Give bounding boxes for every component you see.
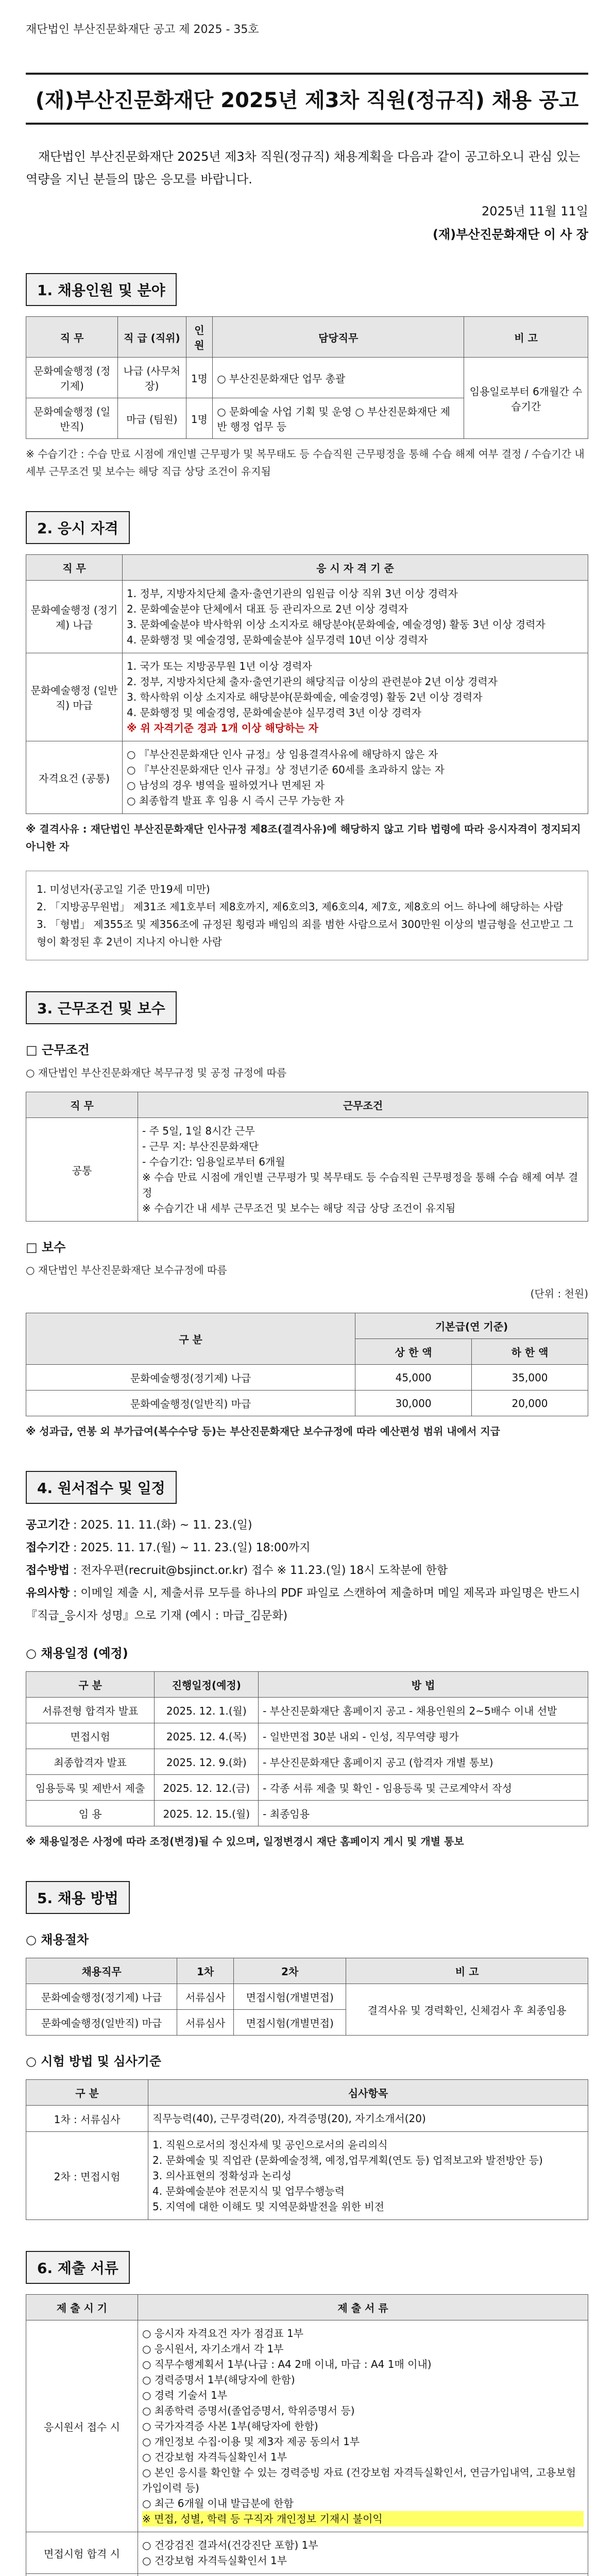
document-line: ○ 개인정보 수집·이용 및 제3자 제공 동의서 1부 bbox=[142, 2435, 360, 2448]
timing-cell bbox=[26, 2574, 138, 2576]
info-row: 접수기간 : 2025. 11. 17.(월) ~ 11. 23.(일) 18:00까지 bbox=[26, 1541, 311, 1554]
job-cell: 공통 bbox=[26, 1118, 138, 1222]
document-line: ○ 국가자격증 사본 1부(해당자에 한함) bbox=[142, 2420, 318, 2432]
document-line: ○ 건강검진 결과서(건강진단 포함) 1부 bbox=[142, 2539, 318, 2551]
criteria-line: 4. 문화행정 및 예술경영, 문화예술분야 실무경력 10년 이상 경력자 bbox=[127, 634, 428, 646]
info-value: 전자우편(recruit@bsjinct.or.kr) 접수 ※ 11.23.(일) 18시 도착분에 한함 bbox=[80, 1564, 448, 1577]
table-row bbox=[26, 741, 588, 814]
criteria-line: ○ 최종합격 발표 후 임용 시 즉시 근무 가능한 자 bbox=[127, 794, 345, 807]
criteria-cell bbox=[123, 741, 588, 814]
table-row bbox=[26, 653, 588, 741]
positions-table bbox=[26, 316, 588, 439]
info-label: 공고기간 bbox=[26, 1519, 70, 1532]
table-row bbox=[26, 2320, 588, 2532]
pay-table bbox=[26, 1313, 588, 1416]
count-cell: 1명 bbox=[186, 398, 213, 439]
column-header: 직 급 (직위) bbox=[118, 317, 186, 358]
section-heading: 4. 원서접수 및 일정 bbox=[26, 1471, 177, 1504]
document-line: ○ 응시원서, 자기소개서 각 1부 bbox=[142, 2343, 284, 2355]
column-header: 1차 bbox=[177, 1958, 234, 1984]
criteria-line: 3. 문화예술분야 박사학위 이상 소지자로 해당분야(문화예술, 예술경영) 활동 3년 이상 경력자 bbox=[127, 618, 545, 631]
section-heading: 5. 채용 방법 bbox=[26, 1881, 130, 1914]
column-header: 담당직무 bbox=[213, 317, 464, 358]
criteria-line: 1. 직원으로서의 정신자세 및 공인으로서의 윤리의식 bbox=[152, 2139, 388, 2151]
box-line: 2. 「지방공무원법」 제31조 제1호부터 제8호까지, 제6호의3, 제6호의4, 제7호, 제8호의 어느 하나에 해당하는 사람 bbox=[37, 901, 564, 913]
info-value: 2025. 11. 11.(화) ~ 11. 23.(일) bbox=[80, 1519, 252, 1532]
criteria-line: 1. 국가 또는 지방공무원 1년 이상 경력자 bbox=[127, 660, 312, 672]
criteria-line: ○ 『부산진문화재단 인사 규정』상 임용결격사유에 해당하지 않은 자 bbox=[127, 748, 438, 760]
note-cell: 임용일로부터 6개월간 수습기간 bbox=[464, 358, 588, 439]
documents-table bbox=[26, 2294, 588, 2576]
proc-note-cell: 결격사유 및 경력확인, 신체검사 후 최종임용 bbox=[346, 1984, 588, 2036]
column-header: 구 분 bbox=[26, 1313, 355, 1365]
column-header: 상 한 액 bbox=[355, 1339, 472, 1365]
table-header-row bbox=[26, 317, 588, 358]
table-header-row bbox=[26, 1092, 588, 1118]
info-row: 공고기간 : 2025. 11. 11.(화) ~ 11. 23.(일) bbox=[26, 1519, 252, 1532]
column-header: 근무조건 bbox=[138, 1092, 588, 1118]
intro-paragraph: 재단법인 부산진문화재단 2025년 제3차 직원(정규직) 채용계획을 다음과 같이 공고하오니 관심 있는 역량을 지닌 분들의 많은 응모를 바랍니다. bbox=[26, 149, 581, 187]
count-cell: 1명 bbox=[186, 358, 213, 398]
documents-cell bbox=[138, 2320, 588, 2532]
column-header: 채용직무 bbox=[26, 1958, 177, 1984]
job-cell: 자격요건 (공통) bbox=[26, 741, 123, 814]
criteria-line: ○ 『부산진문화재단 인사 규정』상 정년기준 60세를 초과하지 않는 자 bbox=[127, 764, 445, 776]
document-line: ○ 본인 응시를 확인할 수 있는 경력증빙 자료 (건강보험 자격득실확인서, 연금가입내역, 고용보험 가입이력 등) bbox=[142, 2466, 576, 2494]
criteria-line: 3. 의사표현의 정확성과 논리성 bbox=[152, 2170, 292, 2182]
criteria-line: 2. 정부, 지방자치단체 출자·출연기관의 해당직급 이상의 관련분야 2년 이상 경력자 bbox=[127, 675, 498, 688]
table-row bbox=[26, 1775, 588, 1801]
notice-number: 재단법인 부산진문화재단 공고 제 2025 - 35호 bbox=[26, 23, 259, 36]
job-cell: 문화예술행정 (정기제) 나급 bbox=[26, 581, 123, 653]
column-header: 구 분 bbox=[26, 2080, 148, 2106]
document-line: ○ 최종학력 증명서(졸업증명서, 학위증명서 등) bbox=[142, 2404, 355, 2417]
pay-name-cell: 문화예술행정(일반직) 마급 bbox=[26, 1391, 355, 1416]
column-header: 하 한 액 bbox=[472, 1339, 588, 1365]
stage-cell: 면접시험 bbox=[26, 1723, 155, 1749]
column-header: 비 고 bbox=[346, 1958, 588, 1984]
box-line: 1. 미성년자(공고일 기준 만19세 미만) bbox=[37, 883, 210, 895]
pay-min-cell: 20,000 bbox=[472, 1391, 588, 1416]
column-header: 비 고 bbox=[464, 317, 588, 358]
qualification-table bbox=[26, 554, 588, 814]
table-row bbox=[26, 1365, 588, 1391]
method-cell: - 각종 서류 제출 및 확인 - 임용등록 및 근로계약서 작성 bbox=[259, 1775, 588, 1801]
criteria-line: 4. 문화예술분야 전문지식 및 업무수행능력 bbox=[152, 2185, 345, 2197]
criteria-line: 3. 학사학위 이상 소지자로 해당분야(문화예술, 예술경영) 활동 2년 이상 경력자 bbox=[127, 691, 483, 703]
work-conditions-sub: ○ 재단법인 부산진문화재단 복무규정 및 공정 규정에 따름 bbox=[26, 1066, 287, 1079]
info-label: 접수기간 bbox=[26, 1541, 70, 1554]
grade-cell: 마급 (팀원) bbox=[118, 398, 186, 439]
column-header: 응 시 자 격 기 준 bbox=[123, 555, 588, 581]
column-header: 직 무 bbox=[26, 317, 118, 358]
box-line: 3. 「형법」 제355조 및 제356조에 규정된 횡령과 배임의 죄를 범한 사람으로서 300만원 이상의 벌금형을 선고받고 그 형이 확정된 후 2년이 지나지 아니한 사람 bbox=[37, 918, 573, 948]
schedule-heading: ○ 채용일정 (예정) bbox=[26, 1646, 128, 1660]
method-cell: - 부산진문화재단 홈페이지 공고 - 채용인원의 2~5배수 이내 선발 bbox=[259, 1698, 588, 1723]
pay-max-cell: 45,000 bbox=[355, 1365, 472, 1391]
info-label: 유의사항 bbox=[26, 1587, 70, 1600]
info-value: 2025. 11. 17.(월) ~ 11. 23.(일) 18:00까지 bbox=[80, 1541, 311, 1554]
document-line: ○ 응시자 자격요건 자가 점검표 1부 bbox=[142, 2327, 304, 2340]
stage-cell: 2차 : 면접시험 bbox=[26, 2132, 148, 2220]
job-cell: 문화예술행정(정기제) 나급 bbox=[26, 1984, 177, 2010]
document-line: ○ 최근 6개월 이내 발급분에 한함 bbox=[142, 2497, 294, 2510]
stage-cell: 서류전형 합격자 발표 bbox=[26, 1698, 155, 1723]
pay-unit: (단위 : 천원) bbox=[530, 1287, 588, 1300]
criteria-line: 5. 지역에 대한 이해도 및 지역문화발전을 위한 비전 bbox=[152, 2200, 384, 2213]
work-conditions-table bbox=[26, 1092, 588, 1222]
second-stage-cell: 면접시험(개별면접) bbox=[234, 2010, 346, 2036]
disqualification-note: ※ 결격사유 : 재단법인 부산진문화재단 인사규정 제8조(결격사유)에 해당하지 않고 기타 법령에 따라 응시자격이 정지되지 아니한 자 bbox=[26, 823, 581, 853]
procedure-heading: ○ 채용절차 bbox=[26, 1933, 89, 1947]
pay-min-cell: 35,000 bbox=[472, 1365, 588, 1391]
info-row: 접수방법 : 전자우편(recruit@bsjinct.or.kr) 접수 ※ 11.23.(일) 18시 도착분에 한함 bbox=[26, 1564, 448, 1577]
table-row bbox=[26, 2132, 588, 2220]
document-line: ○ 경력증명서 1부(해당자에 한함) bbox=[142, 2374, 295, 2386]
table-row bbox=[26, 1391, 588, 1416]
criteria-line: 1. 정부, 지방자치단체 출자·출연기관의 임원급 이상 직위 3년 이상 경력자 bbox=[127, 587, 458, 600]
table-row bbox=[26, 1749, 588, 1775]
criteria-cell bbox=[148, 2132, 588, 2220]
schedule-note: ※ 채용일정은 사정에 따라 조정(변경)될 수 있으며, 일정변경시 재단 홈페이지 게시 및 개별 통보 bbox=[26, 1835, 464, 1848]
table-row bbox=[26, 1984, 588, 2010]
table-row bbox=[26, 581, 588, 653]
column-header: 방 법 bbox=[259, 1672, 588, 1698]
criteria-line: ※ 위 자격기준 경과 1개 이상 해당하는 자 bbox=[127, 722, 318, 734]
criteria-line: ○ 남성의 경우 병역을 필하였거나 면제된 자 bbox=[127, 779, 325, 791]
table-row bbox=[26, 2574, 588, 2576]
table-row bbox=[26, 358, 588, 398]
documents-cell bbox=[138, 2532, 588, 2574]
table-row bbox=[26, 2106, 588, 2132]
first-stage-cell: 서류심사 bbox=[177, 2010, 234, 2036]
criteria-line: 2. 문화예술 및 직업관 (문화예술정책, 예정,업무계획(연도 등) 업적보고와 발전방안 등) bbox=[152, 2154, 543, 2166]
timing-cell: 면접시험 합격 시 bbox=[26, 2532, 138, 2574]
table-row bbox=[26, 2532, 588, 2574]
table-row bbox=[26, 1723, 588, 1749]
method-cell: - 일반면접 30분 내외 - 인성, 직무역량 평가 bbox=[259, 1723, 588, 1749]
column-header: 제 출 서 류 bbox=[138, 2295, 588, 2320]
column-header: 인원 bbox=[186, 317, 213, 358]
job-cell: 문화예술행정 (정기제) bbox=[26, 358, 118, 398]
section-heading: 1. 채용인원 및 분야 bbox=[26, 273, 177, 306]
application-info bbox=[26, 1514, 588, 1628]
table-header-row bbox=[26, 1672, 588, 1698]
date-cell: 2025. 12. 9.(화) bbox=[155, 1749, 259, 1775]
criteria-line: 2. 문화예술분야 단체에서 대표 등 관리자으로 2년 이상 경력자 bbox=[127, 603, 408, 615]
schedule-table bbox=[26, 1671, 588, 1826]
column-header: 직 무 bbox=[26, 1092, 138, 1118]
column-header: 진행일정(예정) bbox=[155, 1672, 259, 1698]
disqualification-box bbox=[26, 871, 588, 960]
page-title: (재)부산진문화재단 2025년 제3차 직원(정규직) 채용 공고 bbox=[26, 73, 588, 125]
criteria-line: 4. 문화행정 및 예술경영, 문화예술분야 실무경력 3년 이상 경력자 bbox=[127, 706, 422, 719]
section-heading: 2. 응시 자격 bbox=[26, 511, 130, 544]
notice-date: 2025년 11월 11일 bbox=[482, 204, 588, 218]
document-line: ○ 경력 기술서 1부 bbox=[142, 2389, 228, 2401]
section-heading: 3. 근무조건 및 보수 bbox=[26, 991, 177, 1024]
document-line: ○ 건강보험 자격득실확인서 1부 bbox=[142, 2451, 287, 2463]
table-header-row bbox=[26, 1313, 588, 1339]
column-header: 2차 bbox=[234, 1958, 346, 1984]
documents-cell bbox=[138, 2574, 588, 2576]
second-stage-cell: 면접시험(개별면접) bbox=[234, 1984, 346, 2010]
method-cell: - 최종임용 bbox=[259, 1801, 588, 1826]
date-cell: 2025. 12. 12.(금) bbox=[155, 1775, 259, 1801]
issuer: (재)부산진문화재단 이 사 장 bbox=[432, 227, 588, 242]
table-row bbox=[26, 1801, 588, 1826]
criteria-cell bbox=[148, 2106, 588, 2132]
info-value: 이메일 제출 시, 제출서류 모두를 하나의 PDF 파일로 스캔하여 제출하며 메일 제목과 파일명은 반드시 『직급_응시자 성명』으로 기재 (예시 : 마급_김문화) bbox=[26, 1587, 581, 1622]
condition-line: - 주 5일, 1일 8시간 근무 bbox=[142, 1125, 255, 1137]
criteria-heading: ○ 시험 방법 및 심사기준 bbox=[26, 2054, 162, 2069]
condition-line: ※ 수습 만료 시점에 개인별 근무평가 및 복무태도 등 수습직원 근무평정을 통해 수습 해제 여부 결정 bbox=[142, 1171, 578, 1199]
document-line: ※ 면접, 성별, 학력 등 구직자 개인정보 기재시 불이익 bbox=[142, 2511, 584, 2527]
column-header: 심사항목 bbox=[148, 2080, 588, 2106]
date-cell: 2025. 12. 1.(월) bbox=[155, 1698, 259, 1723]
condition-line: ※ 수습기간 내 세부 근무조건 및 보수는 해당 직급 상당 조건이 유지됨 bbox=[142, 1202, 456, 1214]
pay-name-cell: 문화예술행정(정기제) 나급 bbox=[26, 1365, 355, 1391]
pay-heading: □ 보수 bbox=[26, 1240, 66, 1255]
table-header-row bbox=[26, 1958, 588, 1984]
job-cell: 문화예술행정(일반직) 마급 bbox=[26, 2010, 177, 2036]
probation-note: ※ 수습기간 : 수습 만료 시점에 개인별 근무평가 및 복무태도 등 수습직원 근무평정을 통해 수습 해제 여부 결정 / 수습기간 내 세부 근무조건 및 보수는 해당 직급 상당 조건이 유지됨 bbox=[26, 448, 585, 478]
document-line: ○ 직무수행계획서 1부(나급 : A4 2매 이내, 마급 : A4 1매 이내) bbox=[142, 2358, 432, 2370]
stage-cell: 임 용 bbox=[26, 1801, 155, 1826]
stage-cell: 최종합격자 발표 bbox=[26, 1749, 155, 1775]
condition-line: - 수습기간: 임용일로부터 6개월 bbox=[142, 1156, 285, 1168]
table-row bbox=[26, 1698, 588, 1723]
table-header-row bbox=[26, 2295, 588, 2320]
job-cell: 문화예술행정 (일반직) 마급 bbox=[26, 653, 123, 741]
criteria-table bbox=[26, 2079, 588, 2220]
table-header-row bbox=[26, 555, 588, 581]
criteria-cell bbox=[123, 653, 588, 741]
duty-cell: ○ 부산진문화재단 업무 총괄 bbox=[213, 358, 464, 398]
grade-cell: 나급 (사무처장) bbox=[118, 358, 186, 398]
stage-cell: 1차 : 서류심사 bbox=[26, 2106, 148, 2132]
procedure-table bbox=[26, 1958, 588, 2036]
method-cell: - 부산진문화재단 홈페이지 공고 (합격자 개별 통보) bbox=[259, 1749, 588, 1775]
date-cell: 2025. 12. 4.(목) bbox=[155, 1723, 259, 1749]
work-conditions-heading: □ 근무조건 bbox=[26, 1043, 90, 1057]
table-header-row bbox=[26, 2080, 588, 2106]
pay-note: ※ 성과급, 연봉 외 부가급여(복수수당 등)는 부산진문화재단 보수규정에 따라 예산편성 범위 내에서 지급 bbox=[26, 1425, 500, 1437]
column-header: 직 무 bbox=[26, 555, 123, 581]
column-header: 기본급(연 기준) bbox=[355, 1313, 588, 1339]
document-line: ○ 건강보험 자격득실확인서 1부 bbox=[142, 2554, 287, 2567]
section-heading: 6. 제출 서류 bbox=[26, 2251, 130, 2284]
column-header: 구 분 bbox=[26, 1672, 155, 1698]
first-stage-cell: 서류심사 bbox=[177, 1984, 234, 2010]
pay-sub: ○ 재단법인 부산진문화재단 보수규정에 따름 bbox=[26, 1264, 227, 1276]
table-row bbox=[26, 1118, 588, 1222]
info-row: 유의사항 : 이메일 제출 시, 제출서류 모두를 하나의 PDF 파일로 스캔하여 제출하며 메일 제목과 파일명은 반드시 『직급_응시자 성명』으로 기재 (예시 : 마급_김문화) bbox=[26, 1587, 581, 1622]
criteria-cell bbox=[123, 581, 588, 653]
date-cell: 2025. 12. 15.(월) bbox=[155, 1801, 259, 1826]
timing-cell: 응시원서 접수 시 bbox=[26, 2320, 138, 2532]
job-cell: 문화예술행정 (일반직) bbox=[26, 398, 118, 439]
pay-max-cell: 30,000 bbox=[355, 1391, 472, 1416]
duty-cell: ○ 문화예술 사업 기획 및 운영 ○ 부산진문화재단 제반 행정 업무 등 bbox=[213, 398, 464, 439]
condition-line: - 근무 지: 부산진문화재단 bbox=[142, 1140, 259, 1153]
column-header: 제 출 시 기 bbox=[26, 2295, 138, 2320]
info-label: 접수방법 bbox=[26, 1564, 70, 1577]
conditions-cell bbox=[138, 1118, 588, 1222]
criteria-line: 직무능력(40), 근무경력(20), 자격증명(20), 자기소개서(20) bbox=[152, 2112, 426, 2125]
stage-cell: 임용등록 및 제반서 제출 bbox=[26, 1775, 155, 1801]
